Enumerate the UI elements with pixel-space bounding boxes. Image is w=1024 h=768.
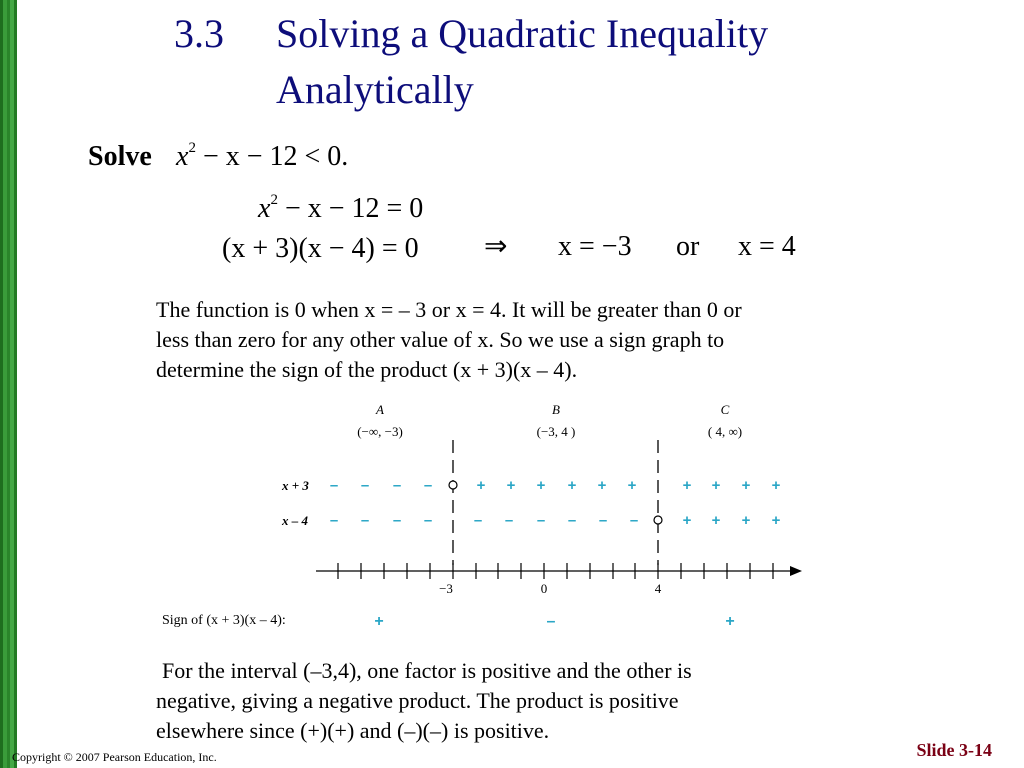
sign-mark: –	[360, 512, 370, 529]
interval-c-letter: C	[720, 402, 730, 417]
row-label-x-minus-4: x – 4	[282, 513, 308, 528]
row-label-x-plus-3: x + 3	[282, 478, 309, 493]
root-1: x = −3	[558, 231, 632, 262]
problem-variable: x	[176, 141, 189, 172]
sign-mark: +	[597, 477, 607, 494]
product-sign-b: –	[546, 613, 556, 630]
sign-mark: –	[598, 512, 608, 529]
conclusion-paragraph	[156, 656, 692, 746]
sign-mark: +	[741, 477, 751, 494]
tick-label-minus-3: −3	[439, 581, 453, 596]
sign-mark: +	[771, 512, 781, 529]
equation-2: (x + 3)(x − 4) = 0	[222, 233, 419, 264]
explanation-paragraph	[156, 295, 742, 385]
zero-point-marker	[449, 481, 457, 489]
equation-1-rest: − x − 12 = 0	[277, 193, 424, 224]
sign-mark: –	[536, 512, 546, 529]
product-sign-c: +	[725, 613, 735, 630]
sign-mark: +	[536, 477, 546, 494]
equation-1: $x^2 - x - 12 = 0$	[258, 191, 424, 224]
problem-rest: − x − 12 < 0.	[195, 141, 349, 172]
sign-mark: –	[392, 477, 402, 494]
paragraph-line: elsewhere since (+)(+) and (–)(–) is positive.	[156, 718, 550, 743]
sign-mark: –	[329, 512, 339, 529]
sign-mark: –	[423, 477, 433, 494]
slide-title-line1: Solving a Quadratic Inequality	[276, 11, 769, 56]
sign-mark: –	[567, 512, 577, 529]
sign-mark: –	[392, 512, 402, 529]
sign-mark: +	[711, 512, 721, 529]
interval-b-letter: B	[552, 402, 560, 417]
sign-mark: –	[473, 512, 483, 529]
sign-mark: –	[504, 512, 514, 529]
sign-mark: +	[567, 477, 577, 494]
paragraph-line: negative, giving a negative product. The product is positive	[156, 688, 679, 713]
sign-mark: –	[423, 512, 433, 529]
zero-point-marker	[654, 516, 662, 524]
sign-mark: –	[360, 477, 370, 494]
interval-c-range: ( 4, ∞)	[707, 424, 743, 439]
product-sign-label: Sign of (x + 3)(x – 4):	[162, 613, 286, 628]
paragraph-line: For the interval (–3,4), one factor is positive and the other is	[162, 658, 692, 683]
sign-mark: +	[506, 477, 516, 494]
sign-mark: +	[682, 512, 692, 529]
slide-title-line2: Analytically	[276, 67, 474, 112]
tick-label-4: 4	[654, 581, 662, 596]
interval-a-letter: A	[376, 402, 384, 417]
paragraph-line: less than zero for any other value of x. So we use a sign graph to	[156, 327, 725, 352]
sign-mark: +	[476, 477, 486, 494]
sign-graph	[162, 395, 810, 635]
or-word: or	[676, 231, 700, 262]
slide-number: Slide 3-14	[916, 740, 992, 760]
sign-mark: –	[329, 477, 339, 494]
paragraph-line: The function is 0 when x = – 3 or x = 4. It will be greater than 0 or	[156, 297, 742, 322]
interval-b-range: (−3, 4 )	[536, 424, 576, 439]
sign-mark: +	[682, 477, 692, 494]
solve-label: Solve	[88, 141, 152, 172]
product-sign-a: +	[374, 613, 384, 630]
sign-mark: +	[627, 477, 637, 494]
interval-a-range: (−∞, −3)	[357, 424, 403, 439]
sidebar-decoration	[0, 0, 17, 768]
tick-label-0: 0	[540, 581, 548, 596]
copyright-notice: Copyright © 2007 Pearson Education, Inc.	[12, 750, 217, 764]
sign-mark: +	[711, 477, 721, 494]
section-number: 3.3	[174, 11, 224, 56]
problem-inequality: $x^2 - x - 12 < 0$.	[176, 139, 349, 172]
paragraph-line: determine the sign of the product (x + 3)(x – 4).	[156, 357, 578, 382]
arrow-right-icon	[790, 566, 802, 576]
root-2: x = 4	[738, 231, 796, 262]
sign-mark: +	[741, 512, 751, 529]
equation-1-variable: x	[258, 193, 271, 224]
sign-mark: +	[771, 477, 781, 494]
sign-mark: –	[629, 512, 639, 529]
implies-symbol: ⇒	[484, 231, 508, 262]
